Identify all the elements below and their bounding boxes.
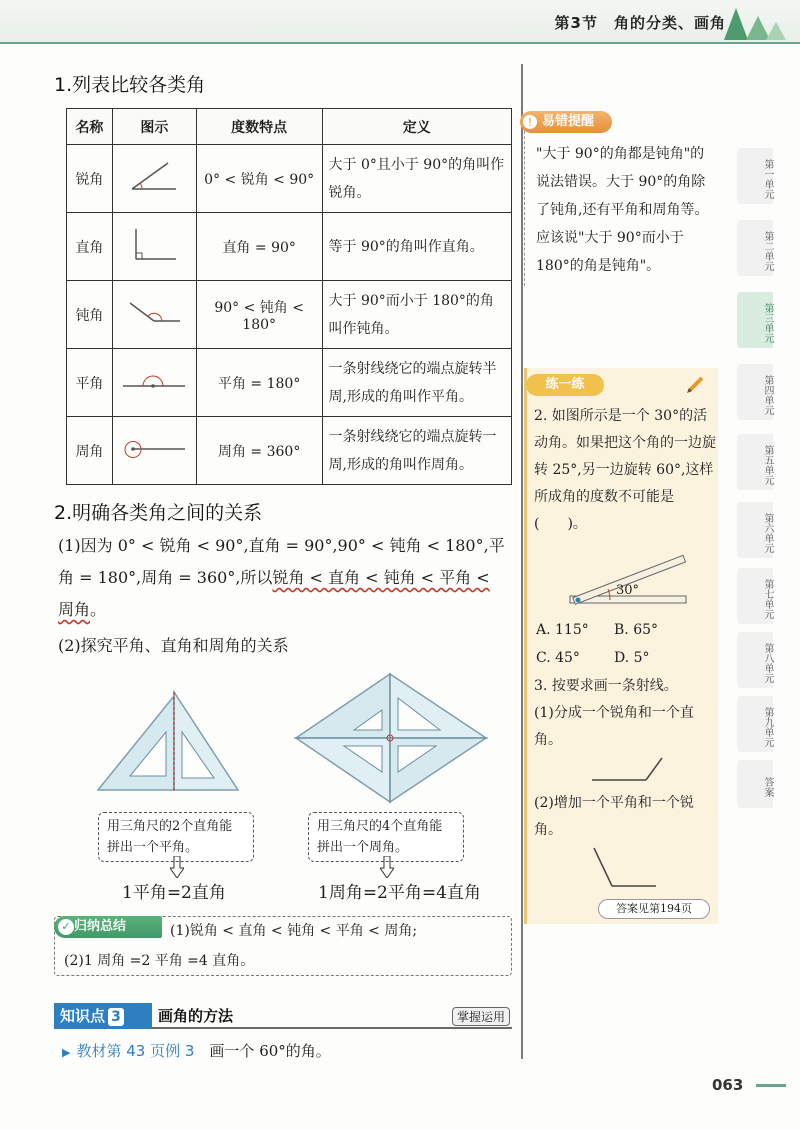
angle-definition: 等于 90°的角叫作直角。 (322, 213, 512, 281)
triangle-bullet-icon: ▶ (62, 1046, 71, 1059)
column-divider (521, 64, 523, 1059)
summary-line-2: (2)1 周角 =2 平角 =4 直角。 (64, 953, 255, 969)
set-square-full-angle-figure (290, 668, 500, 808)
drawing-area-2[interactable] (590, 846, 660, 892)
side-tab-unit-5[interactable]: 第五单元 (737, 434, 773, 490)
side-tab-unit-1[interactable]: 第一单元 (737, 148, 773, 204)
side-tab-unit-3[interactable]: 第三单元 (737, 292, 773, 348)
degree-feature: 90° < 钝角 < 180° (196, 281, 322, 349)
summary-line-1: (1)锐角 < 直角 < 钝角 < 平角 < 周角; (170, 923, 418, 939)
side-tab-unit-4[interactable]: 第四单元 (737, 364, 773, 420)
degree-feature: 0° < 锐角 < 90° (196, 145, 322, 213)
knowledge-point-number: 3 (108, 1008, 124, 1026)
summary-badge: ✓ 归纳总结 (54, 916, 162, 938)
question-3: 3. 按要求画一条射线。 (534, 678, 678, 694)
col-header-definition: 定义 (322, 109, 512, 145)
knowledge-point-label: 知识点 3 (54, 1003, 152, 1029)
side-tab-unit-2[interactable]: 第二单元 (737, 220, 773, 276)
relation-line-3: 周角。 (58, 600, 107, 619)
example-text: 画一个 60°的角。 (209, 1042, 331, 1060)
angle-definition: 一条射线绕它的端点旋转一周,形成的角叫作周角。 (322, 417, 512, 485)
angle-name: 锐角 (67, 145, 113, 213)
angle-comparison-table (66, 108, 512, 485)
table-row (67, 281, 512, 349)
question-2: 2. 如图所示是一个 30°的活动角。如果把这个角的一边旋转 25°,另一边旋转 60°,这样所成角的度数不可能是( )。 (534, 408, 716, 532)
angle-name: 平角 (67, 349, 113, 417)
right-angle-figure (112, 213, 196, 281)
table-row (67, 213, 512, 281)
practice-badge: 练一练 (526, 374, 604, 396)
side-tab-answers[interactable]: 答案 (737, 760, 773, 808)
svg-text:!: ! (527, 116, 533, 129)
choice-b[interactable]: B. 65° (614, 622, 659, 638)
section-2-title: 2.明确各类角之间的关系 (54, 502, 263, 524)
knowledge-point-tag: 掌握运用 (452, 1007, 510, 1026)
section-1-title: 1.列表比较各类角 (54, 74, 206, 96)
angle-definition: 大于 90°而小于 180°的角叫作钝角。 (322, 281, 512, 349)
relation-emphasis: 锐角 < 直角 < 钝角 < 平角 < (272, 568, 490, 587)
relation-line-1: (1)因为 0° < 锐角 < 90°,直角 = 90°,90° < 钝角 < 180°,平 (58, 536, 505, 555)
warning-icon (522, 114, 538, 130)
col-header-feature: 度数特点 (196, 109, 322, 145)
side-tab-unit-9[interactable]: 第九单元 (737, 696, 773, 752)
page-number: 063 (712, 1076, 744, 1094)
angle-name: 周角 (67, 417, 113, 485)
angle-definition: 大于 0°且小于 90°的角叫作锐角。 (322, 145, 512, 213)
choice-d[interactable]: D. 5° (614, 650, 650, 666)
tip-text: "大于 90°的角都是钝角"的说法错误。大于 90°的角除了钝角,还有平角和周角等。应该说"大于 90°而小于 180°的角是钝角"。 (536, 146, 709, 274)
answer-reference[interactable]: 答案见第194页 (598, 899, 710, 919)
obtuse-angle-figure (112, 281, 196, 349)
table-row (67, 417, 512, 485)
example-source: 教材第 43 页例 3 (76, 1042, 195, 1060)
angle-name: 直角 (67, 213, 113, 281)
side-tab-unit-8[interactable]: 第八单元 (737, 632, 773, 688)
table-row (67, 145, 512, 213)
col-header-figure: 图示 (112, 109, 196, 145)
side-tab-unit-7[interactable]: 第七单元 (737, 568, 773, 624)
degree-feature: 平角 = 180° (196, 349, 322, 417)
page-header (0, 0, 800, 44)
drawing-area-1[interactable] (586, 752, 666, 786)
example-line (62, 1040, 331, 1061)
full-angle-note: 用三角尺的4个直角能拼出一个周角。 (308, 812, 464, 862)
knowledge-point-title: 画角的方法 (158, 1007, 234, 1025)
degree-feature: 直角 = 90° (196, 213, 322, 281)
angle-name: 钝角 (67, 281, 113, 349)
explore-heading: (2)探究平角、直角和周角的关系 (58, 636, 289, 655)
page-number-line (756, 1084, 786, 1087)
side-tab-unit-6[interactable]: 第六单元 (737, 502, 773, 558)
full-angle-figure (112, 417, 196, 485)
set-square-straight-angle-figure (90, 688, 270, 798)
table-row (67, 349, 512, 417)
chapter-title: 第3节 角的分类、画角 (554, 14, 726, 32)
acute-angle-figure (112, 145, 196, 213)
choice-a[interactable]: A. 115° (536, 622, 589, 638)
degree-feature: 周角 = 360° (196, 417, 322, 485)
tip-badge: 易错提醒 (520, 111, 612, 133)
tip-border (524, 126, 526, 286)
arrow-down-icon (380, 856, 394, 878)
straight-angle-figure (112, 349, 196, 417)
relation-paragraph (58, 530, 518, 626)
knowledge-point-bar (54, 1003, 512, 1029)
choice-c[interactable]: C. 45° (536, 650, 580, 666)
straight-angle-equation: 1平角=2直角 (122, 883, 226, 903)
angle-label: 30° (616, 583, 640, 598)
full-angle-equation: 1周角=2平角=4直角 (318, 883, 481, 903)
movable-angle-figure (566, 544, 690, 614)
col-header-name: 名称 (67, 109, 113, 145)
question-3-part-2: (2)增加一个平角和一个锐角。 (534, 795, 694, 838)
table-header-row (67, 109, 512, 145)
relation-line-2: 角 = 180°,周角 = 360°,所以锐角 < 直角 < 钝角 < 平角 < (58, 568, 490, 587)
pencil-icon (686, 374, 706, 394)
arrow-down-icon (170, 856, 184, 878)
check-icon: ✓ (58, 919, 74, 935)
question-3-part-1: (1)分成一个锐角和一个直角。 (534, 705, 694, 748)
straight-angle-note: 用三角尺的2个直角能拼出一个平角。 (98, 812, 254, 862)
angle-definition: 一条射线绕它的端点旋转半周,形成的角叫作平角。 (322, 349, 512, 417)
